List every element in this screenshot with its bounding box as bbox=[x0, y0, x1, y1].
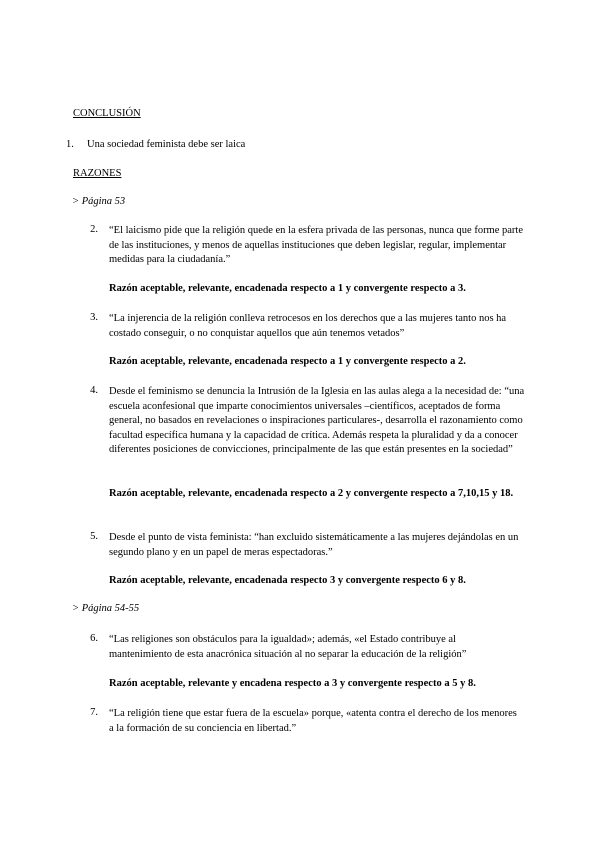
reason-quote: “El laicismo pide que la religión quede en la esfera privada de las personas, nunca que forme parte de las instituciones, y menos de aquellas instituciones que deben legislar, regular, implementar medidas para la ciudadanía.” bbox=[109, 225, 523, 266]
reason-evaluation: Razón aceptable, relevante, encadenada respecto a 1 y convergente respecto a 3. bbox=[109, 283, 466, 294]
reason-evaluation: Razón aceptable, relevante, encadenada respecto 3 y convergente respecto 6 y 8. bbox=[109, 575, 466, 586]
list-number: 3. bbox=[90, 312, 98, 323]
conclusion-statement: Una sociedad feminista debe ser laica bbox=[87, 139, 246, 150]
reason-quote: Desde el feminismo se denuncia la Intrusión de la Iglesia en las aulas alega a la necesidad de: “una escuela aconfesional que imparte conocimientos universales –científicos, aceptados de forma general, no basados en revelaciones o inspiraciones particulares-, desarrolla el razonamiento como facultad específica humana y la capacidad de crítica. Además respeta la pluralidad y da a conocer diferentes posiciones de convicciones, principalmente de las que están presentes en la sociedad” bbox=[109, 386, 525, 456]
list-number: 7. bbox=[90, 707, 98, 718]
reason-quote: “Las religiones son obstáculos para la igualdad»; además, «el Estado contribuye al mantenimiento de esta anacrónica situación al no separar la educación de la religión” bbox=[109, 634, 467, 660]
list-number: 5. bbox=[90, 531, 98, 542]
page-label: > Página 53 bbox=[72, 196, 126, 207]
reasons-heading: RAZONES bbox=[73, 168, 122, 179]
reason-quote: “La injerencia de la religión conlleva retrocesos en los derechos que a las mujeres tanto nos ha costado conseguir, o no conquistar aquellos que aún tenemos vetados” bbox=[109, 313, 507, 339]
list-number: 1. bbox=[66, 139, 74, 150]
list-number: 2. bbox=[90, 224, 98, 235]
reason-quote: “La religión tiene que estar fuera de la escuela» porque, «atenta contra el derecho de los menores a la formación de su conciencia en libertad.” bbox=[109, 708, 517, 734]
list-number: 4. bbox=[90, 385, 98, 396]
page-label: > Página 54-55 bbox=[72, 603, 140, 614]
reason-quote: Desde el punto de vista feminista: “han excluido sistemáticamente a las mujeres dejándolas en un segundo plano y en un papel de meras espectadoras.” bbox=[109, 532, 519, 558]
list-number: 6. bbox=[90, 633, 98, 644]
reason-evaluation: Razón aceptable, relevante, encadenada respecto a 2 y convergente respecto a 7,10,15 y 18. bbox=[109, 488, 514, 499]
conclusion-heading: CONCLUSIÓN bbox=[73, 108, 141, 119]
reason-evaluation: Razón aceptable, relevante y encadena respecto a 3 y convergente respecto a 5 y 8. bbox=[109, 678, 476, 689]
reason-evaluation: Razón aceptable, relevante, encadenada respecto a 1 y convergente respecto a 2. bbox=[109, 356, 466, 367]
